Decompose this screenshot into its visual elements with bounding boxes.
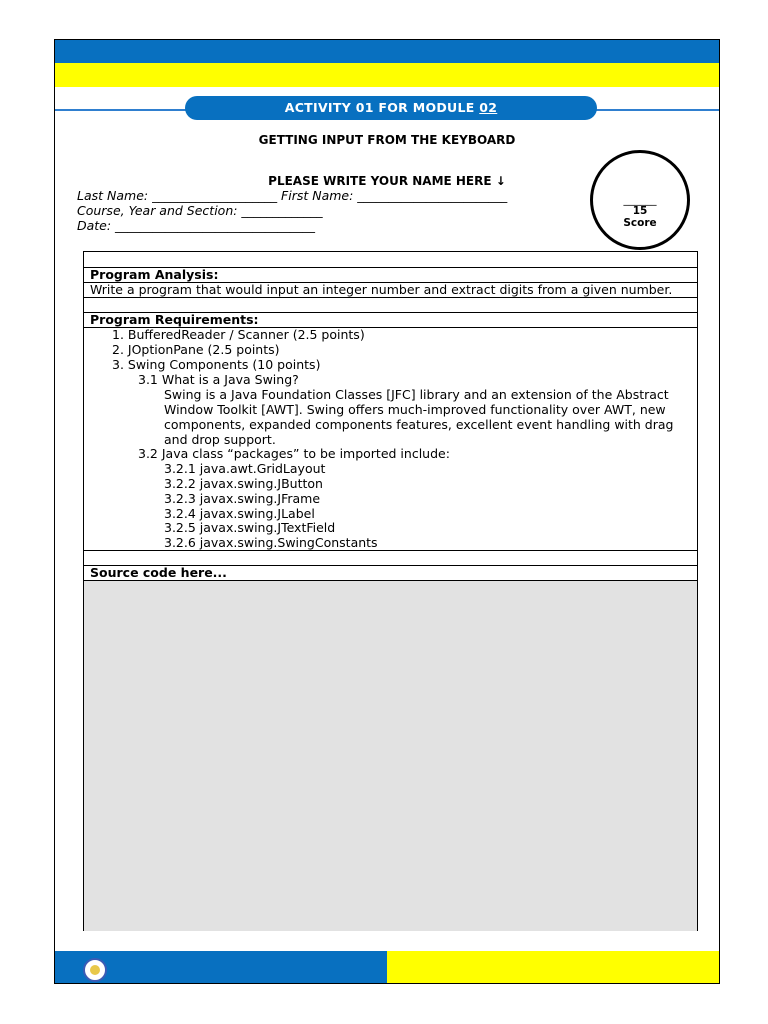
analysis-heading: Program Analysis: (90, 267, 219, 282)
header-blue-band (55, 40, 719, 63)
module-number: 02 (479, 100, 498, 115)
package-item: 3.2.4 javax.swing.JLabel (164, 506, 315, 521)
package-item: 3.2.3 javax.swing.JFrame (164, 491, 321, 506)
requirement-item: 2. JOptionPane (2.5 points) (112, 342, 280, 357)
activity-title-pill (185, 96, 597, 120)
swing-answer-line: components, expanded components features, excellent event handling with drag (164, 417, 674, 432)
header-yellow-band (55, 63, 719, 87)
swing-question: 3.1 What is a Java Swing? (138, 372, 299, 387)
package-item: 3.2.6 javax.swing.SwingConstants (164, 535, 378, 550)
swing-answer-line: Swing is a Java Foundation Classes [JFC] library and an extension of the Abstract (164, 387, 669, 402)
footer-yellow-band (387, 951, 720, 984)
packages-heading: 3.2 Java class “packages” to be imported include: (138, 446, 450, 461)
source-code-heading: Source code here... (90, 565, 227, 580)
package-item: 3.2.1 java.awt.GridLayout (164, 461, 326, 476)
course-year-section-field[interactable]: Course, Year and Section: _____________ (77, 203, 323, 218)
swing-answer-line: Window Toolkit [AWT]. Swing offers much-improved functionality over AWT, new (164, 402, 666, 417)
score-label: Score (623, 217, 657, 229)
worksheet-page (54, 39, 720, 984)
worksheet-subtitle: GETTING INPUT FROM THE KEYBOARD (258, 133, 516, 147)
analysis-text: Write a program that would input an integer number and extract digits from a given number. (90, 282, 673, 297)
activity-table (83, 251, 698, 931)
score-max: 15 (632, 205, 648, 217)
requirement-item: 1. BufferedReader / Scanner (2.5 points) (112, 327, 365, 342)
score-blank[interactable]: ______ (623, 193, 657, 206)
school-seal-icon (83, 958, 107, 982)
requirement-item: 3. Swing Components (10 points) (112, 357, 321, 372)
source-code-area[interactable] (84, 581, 697, 931)
score-circle (590, 150, 690, 250)
activity-title: ACTIVITY 01 FOR MODULE (284, 100, 480, 115)
table-divider (84, 550, 697, 551)
requirements-heading: Program Requirements: (90, 312, 259, 327)
table-divider (84, 297, 697, 298)
last-first-name-field[interactable]: Last Name: ____________________ First Name: ________________________ (77, 188, 508, 203)
package-item: 3.2.5 javax.swing.JTextField (164, 520, 336, 535)
package-item: 3.2.2 javax.swing.JButton (164, 476, 323, 491)
date-field[interactable]: Date: ________________________________ (77, 218, 316, 233)
swing-answer-line: and drop support. (164, 432, 276, 447)
name-section-heading: PLEASE WRITE YOUR NAME HERE ↓ (268, 174, 506, 188)
